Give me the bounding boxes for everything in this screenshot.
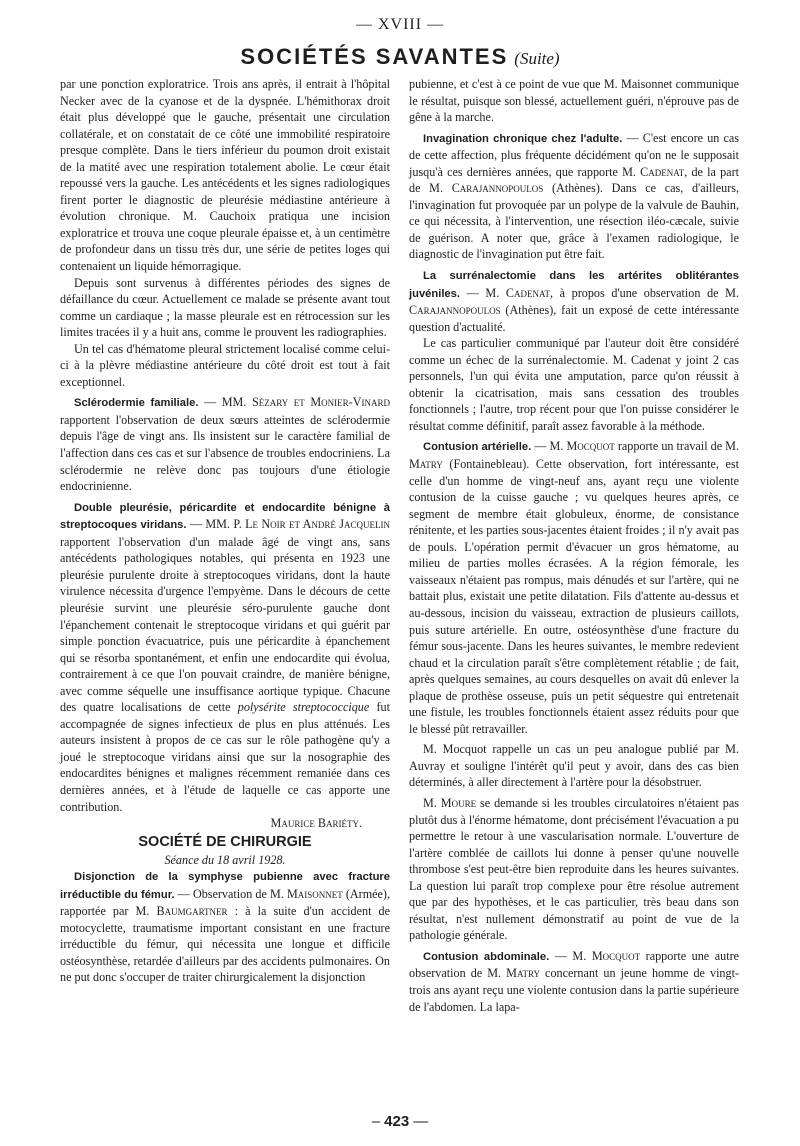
page-number: [0, 1113, 800, 1130]
author-name: Cadenat: [640, 164, 685, 179]
author-name: Carajannopoulos: [451, 181, 544, 196]
author-name: Baumgartner: [156, 904, 228, 919]
page-number-dash-left: –: [371, 1113, 381, 1130]
text-fragment: — C'est encore un cas de cette affection, plus fréquente décidément qu'on ne le supposait jusqu'à ces dernières années, que rapporte M.: [409, 130, 739, 179]
right-column: [409, 76, 739, 1015]
session-date: Séance du 18 avril 1928.: [164, 852, 286, 867]
text-fragment: — M.: [460, 285, 506, 300]
text-fragment: M.: [423, 795, 441, 810]
paragraph-surrenalectomie: [409, 267, 739, 335]
page-number-value: 423: [384, 1113, 410, 1130]
text-fragment: , à propos d'une observation de M.: [549, 285, 740, 300]
paragraph-cardiac-failure: Depuis sont survenus à différentes périodes des signes de défaillance du cœur. Actuellement ce malade se présente avant tout comme un cardiaque ; la masse pleurale est en rétrocession sur les limites tracées il y a huit ans, comme le prouvent les radiographies.: [60, 275, 390, 340]
text-fragment: (Fontainebleau). Cette observation, fort intéressante, est celle d'un homme de vingt-neuf ans, ayant reçu une violente contusion de la cuisse gauche ; vu quelques heures après, ce segment de membre était globuleux, énorme, de consistance rénitente, et les parties sous-jacentes étaient froides ; il n'y avait pas de pouls. L'opération permit d'évacuer un gros hématome, au milieu de parties molles écrasées. A la région fémorale, les vaisseaux n'étaient pas rompus, mais dénudés et sur l'artère, qui ne battait plus, existait une petite dilatation. Fils d'attente au-dessus et au-dessous, incision du vaisseau, extraction de plusieurs caillots, puis suture artérielle. En outre, ostéosynthèse d'une fracture du fémur sous-jacente. Dans les heures suivantes, le membre redevient chaud et la circulation paraît s'être complètement rétablie ; de fait, après quelques semaines, au cours desquelles on avait dû enlever la plaque de prothèse osseuse, puis un petit séquestre qui entretenait une fistule, les troubles fonctionnels étaient assez réduits pour que le blessé pût retravailler.: [409, 457, 739, 736]
text-fragment: rapportent l'observation de deux sœurs atteintes de sclérodermie depuis l'âge de vingt ans. Ils insistent sur le caractère familial de l'affection dans ces cas et sur l'absence de troubles endocriniens. La sclérodermie ne relève donc pas toujours d'une étiologie endocrinienne.: [60, 412, 390, 494]
rubric-contusion-abdominale: Contusion abdominale.: [423, 950, 550, 963]
text-fragment: — Observation de M.: [174, 886, 287, 901]
paragraph-moure-remark: [409, 795, 739, 944]
rubric-disjonction: Disjonction de la symphyse pubienne avec fracture irréductible du fémur.: [60, 871, 390, 901]
text-fragment: rapportent l'observation d'un malade âgé de vingt ans, sans antécédents pathologiques notables, qui présenta en 1923 une pleurésie purulente droite à streptocoques viridans, dont la haute virulence nécessita d'urgence l'empyème. Dans le décours de cette pleurésie survint une pleurésie séro-purulente gauche dont l'épanchement contenait le streptocoque viridans et qui guérit par simple ponction évacuatrice, puis une péricardite à épanchement qui se résorba spontanément, et enfin une endocardite qui évolua, contrairement à ce que l'on pouvait craindre, de manière bénigne, avec comme séquelle une insuffisance aortique typique. Chacune des quatre localisations de cette: [60, 534, 390, 715]
running-title: [0, 44, 800, 70]
text-fragment: rapporte un travail de M.: [614, 439, 740, 454]
author-name: Moure: [440, 795, 477, 810]
paragraph-hematome-case: par une ponction exploratrice. Trois ans après, il entrait à l'hôpital Necker avec de la cyanose et de la dyspnée. L'hémithorax droit était plus développé que le gauche, présentait une circulation collatérale, et on constatait de ce côté une immobilité respiratoire presque complète. Dans le tiers inférieur du poumon droit existait de la matité avec une respiration totalement abolie. Le cœur était repoussé vers la gauche. Les antécédents et les signes radiologiques firent porter le diagnostic de pleurésie médiastine antérieure à évolution chronique. M. Cauchoix pratiqua une incision exploratrice et trouva une coque pleurale épaisse et, à un centimètre de profondeur dans un tissu très dur, une série de petites loges qui contenaient un liquide hémorragique.: [60, 77, 390, 274]
text-fragment: fut accompagnée de signes infectieux de plus en plus atténués. Les auteurs insistent à propos de ce cas sur le rôle pathogène qu'y a joué le streptocoque viridans ainsi que sur la nosographie des endocardites bénignes et malignes récemment remaniée dans ces dernières années, et à l'étude de laquelle ce cas apporte une contribution.: [60, 700, 390, 814]
paragraph-invagination: [409, 130, 739, 263]
paragraph-contusion-abdominale: [409, 948, 739, 1015]
text-fragment: (Athènes), fait un exposé de cette intéressante question d'actualité.: [409, 303, 739, 334]
rubric-sclerodermie: Sclérodermie familiale.: [74, 397, 199, 410]
author-name: Mocquot: [566, 439, 615, 454]
author-name: Carajannopoulos: [409, 303, 501, 318]
society-heading: SOCIÉTÉ DE CHIRURGIE: [138, 833, 312, 850]
text-fragment: — MM. P.: [186, 517, 246, 532]
italic-term: polysérite streptococcique: [237, 700, 370, 715]
text-fragment: (Athènes). Dans ce cas, d'ailleurs, l'invagination fut provoquée par un polype de la valvule de Bauhin, ce qui nécessita, à l'intervention, une résection iléo-cæcale, suivie de guérison. A noter que, grâce à l'examen radiologique, le diagnostic de l'invagination put être fait.: [409, 181, 740, 262]
rubric-contusion-arterielle: Contusion artérielle.: [423, 441, 532, 454]
page-number-dash-right: —: [413, 1113, 429, 1130]
text-fragment: — MM.: [198, 395, 252, 410]
text-fragment: : à la suite d'un accident de motocyclette, traumatisme important consistant en une fracture irréductible du fémur, qui nécessita une longue et difficile ostéosynthèse, retardée d'ailleurs par des accidents pulmonaires. On ne put donc s'occuper de traiter chirurgicalement la disjonction: [60, 904, 391, 985]
text-fragment: — M.: [549, 948, 592, 963]
running-title-main: SOCIÉTÉS SAVANTES: [240, 44, 509, 69]
author-names: Le Noir et André Jacquelin: [245, 517, 390, 532]
author-name: Cadenat: [505, 285, 550, 300]
text-fragment: se demande si les troubles circulatoires n'étaient pas plutôt dus à l'énorme hématome, dont précisément l'évacuation a pu permettre le retour à une vascularisation normale. L'ouverture de l'artère comblée de caillots lui donne à penser qu'une nouvelle thrombose s'est peut-être bien reproduite dans les heures suivantes. La question lui paraît trop complexe pour être résolue autrement que par des hypothèses, et le cas particulier, très beau dans son résultat, n'est nullement démonstratif au point de vue de la pathologie générale.: [409, 795, 739, 943]
text-fragment: rapporte une autre observation de M.: [409, 948, 740, 981]
signature: Maurice Bariéty.: [270, 816, 362, 831]
text-fragment: (Armée), rapportée par M.: [60, 886, 391, 919]
author-name: Matry: [506, 966, 540, 981]
text-fragment: — M.: [531, 439, 567, 454]
rubric-surrenalectomie: La surrénalectomie dans les artérites oblitérantes juvéniles.: [409, 270, 739, 300]
paragraph-disjonction: [60, 868, 390, 986]
paragraph-disjonction-continued: pubienne, et c'est à ce point de vue que M. Maisonnet communique le résultat, puisque son blessé, actuellement guéri, n'éprouve pas de gêne à la marche.: [409, 77, 739, 125]
paragraph-surrenalectomie-result: Le cas particulier communiqué par l'auteur doit être considéré comme un échec de la surrénalectomie. M. Cadenat y joint 2 cas personnels, l'un qui évita une amputation, parce qu'on réussit à obtenir la cicatrisation, mais sans cessation des troubles fonctionnels ; l'autre, trop récent pour que l'on puisse considérer le résultat comme définitif, paraît assez favorable à la méthode.: [409, 336, 739, 433]
paragraph-exceptional-case: Un tel cas d'hématome pleural strictement localisé comme celui-ci à la plèvre médiastine antérieure du côté droit est tout à fait exceptionnel.: [60, 341, 390, 389]
author-name: Mocquot: [591, 948, 641, 963]
paragraph-contusion-arterielle: [409, 438, 739, 737]
paragraph-sclerodermie: [60, 394, 390, 494]
paragraph-double-pleuresie: [60, 499, 390, 815]
paragraph-mocquot-remark: M. Mocquot rappelle un cas un peu analogue publié par M. Auvray et souligne l'intérêt qu'il peut y avoir, dans des cas bien déterminés, à aller directement à l'artère pour la désobstruer.: [409, 742, 739, 790]
left-column: [60, 76, 390, 986]
running-title-suite: (Suite): [514, 49, 560, 68]
rubric-invagination: Invagination chronique chez l'adulte.: [423, 132, 623, 145]
text-fragment: , de la part de M.: [409, 164, 739, 196]
author-name: Matry: [409, 457, 443, 472]
rubric-double-pleuresie: Double pleurésie, péricardite et endocardite bénigne à streptocoques viridans.: [60, 501, 390, 532]
folio-number: — XVIII —: [355, 16, 445, 33]
author-names: Sézary et Monier-Vinard: [251, 395, 390, 410]
author-name: Maisonnet: [286, 886, 343, 901]
text-fragment: concernant un jeune homme de vingt-trois ans ayant reçu une violente contusion dans la partie supérieure de l'abdomen. La lapa-: [409, 966, 739, 1014]
